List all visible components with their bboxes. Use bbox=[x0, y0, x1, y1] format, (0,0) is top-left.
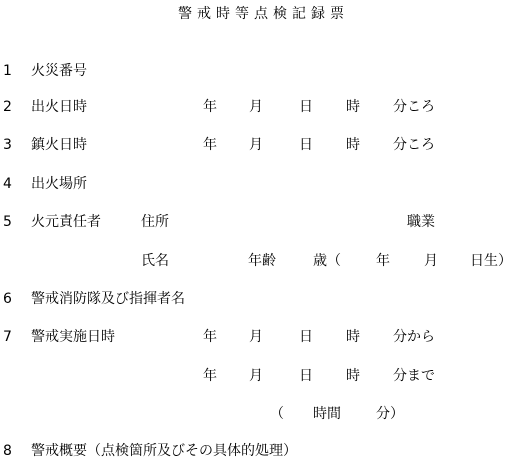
year-unit: 年 bbox=[203, 99, 217, 115]
month-unit: 月 bbox=[249, 329, 263, 345]
month-unit: 月 bbox=[249, 368, 263, 384]
year-unit: 年 bbox=[203, 137, 217, 153]
minute-approx-unit: 分ころ bbox=[393, 137, 435, 153]
fire-extinguished-datetime-label: 鎮火日時 bbox=[31, 137, 87, 153]
age-years-unit: 歳（ bbox=[313, 253, 341, 269]
responsible-person-label: 火元責任者 bbox=[31, 214, 101, 230]
item-number: 4 bbox=[3, 176, 12, 192]
age-label: 年齢 bbox=[248, 253, 276, 269]
year-unit: 年 bbox=[203, 329, 217, 345]
patrol-summary-label: 警戒概要（点検箇所及びその具体的処理） bbox=[31, 443, 297, 459]
fire-team-commander-label: 警戒消防隊及び指揮者名 bbox=[31, 291, 185, 307]
fire-location-label: 出火場所 bbox=[31, 176, 87, 192]
item-number: 1 bbox=[3, 63, 12, 79]
month-unit: 月 bbox=[249, 99, 263, 115]
year-unit: 年 bbox=[203, 368, 217, 384]
birth-month-unit: 月 bbox=[424, 253, 438, 269]
item-number: 8 bbox=[3, 443, 12, 459]
birth-year-unit: 年 bbox=[376, 253, 390, 269]
month-unit: 月 bbox=[249, 137, 263, 153]
fire-number-label: 火災番号 bbox=[31, 63, 87, 79]
page-title: 警戒時等点検記録票 bbox=[178, 6, 349, 22]
fire-outbreak-datetime-label: 出火日時 bbox=[31, 99, 87, 115]
day-unit: 日 bbox=[299, 368, 313, 384]
item-number: 5 bbox=[3, 214, 12, 230]
hour-unit: 時 bbox=[346, 137, 360, 153]
minute-approx-unit: 分ころ bbox=[393, 99, 435, 115]
occupation-label: 職業 bbox=[407, 214, 435, 230]
hour-unit: 時 bbox=[346, 99, 360, 115]
name-label: 氏名 bbox=[141, 253, 169, 269]
duration-minutes-unit: 分） bbox=[376, 406, 404, 422]
item-number: 2 bbox=[3, 99, 12, 115]
duration-hours-unit: 時間 bbox=[313, 406, 341, 422]
minute-until-unit: 分まで bbox=[393, 368, 435, 384]
day-unit: 日 bbox=[299, 99, 313, 115]
born-day-unit: 日生） bbox=[470, 253, 512, 269]
duration-open-paren: （ bbox=[270, 406, 284, 422]
patrol-datetime-label: 警戒実施日時 bbox=[31, 329, 115, 345]
item-number: 3 bbox=[3, 137, 12, 153]
hour-unit: 時 bbox=[346, 329, 360, 345]
day-unit: 日 bbox=[299, 329, 313, 345]
address-label: 住所 bbox=[141, 214, 169, 230]
item-number: 7 bbox=[3, 329, 12, 345]
day-unit: 日 bbox=[299, 137, 313, 153]
minute-from-unit: 分から bbox=[393, 329, 435, 345]
item-number: 6 bbox=[3, 291, 12, 307]
hour-unit: 時 bbox=[346, 368, 360, 384]
